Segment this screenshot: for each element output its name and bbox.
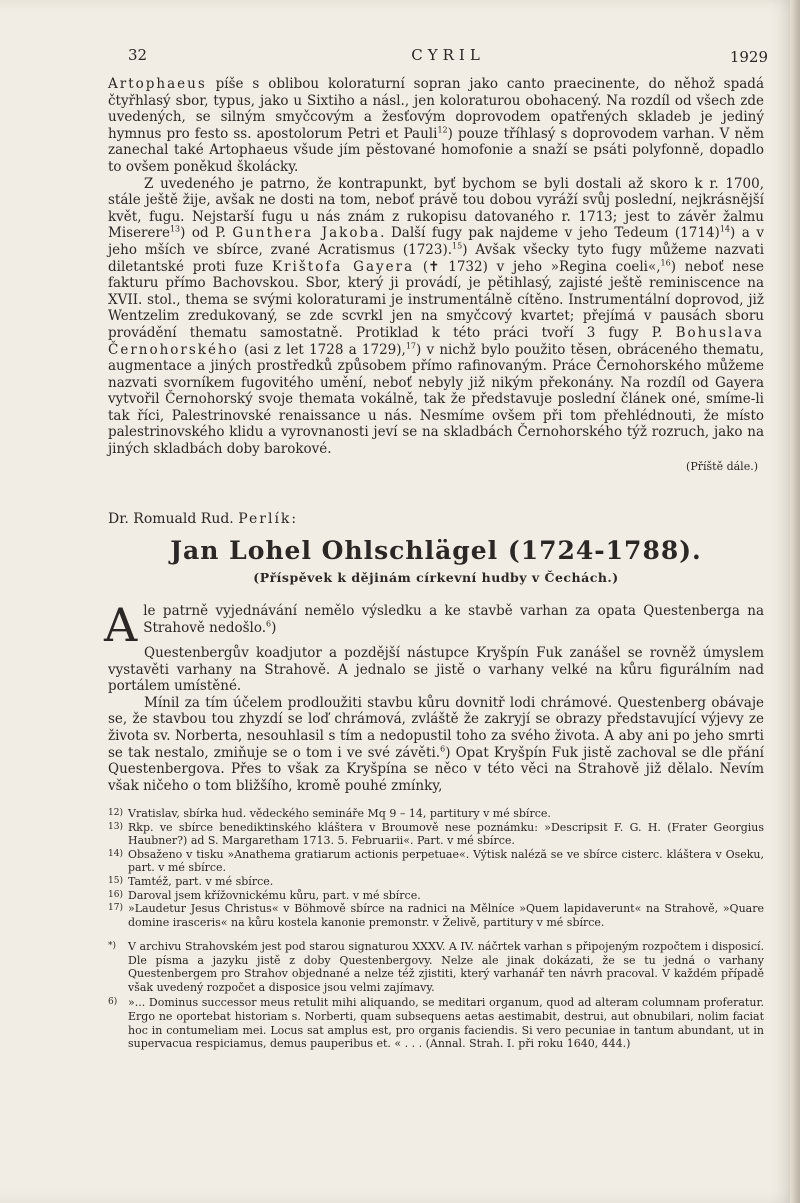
footnote-text: V archivu Strahovském jest pod starou signaturou XXXV. A IV. náčrtek varhan s připojeným rozpočtem i disposicí. Dle písma a jazyku jistě z doby Questenbergovy. Nelze ale jinak dokázati, že se tu jedná o varhany Questenbergem pro Strahov objednané a nelze též zjistiti, který varhanář ten návrh pracoval. V každém případě však uvedený rozpočet a disposice jsou velmi zajímavy.	[128, 940, 764, 994]
footnotes-2	[108, 940, 764, 1053]
footnote-text: Obsaženo v tisku »Anathema gratiarum actionis perpetuae«. Výtisk naléză se ve sbírce cisterc. kláštera v Oseku, part. v mé sbírce.	[128, 847, 764, 875]
footnote-text: Daroval jsem křížovnickému kůru, part. v mé sbírce.	[128, 888, 421, 902]
article1-paragraph-1: Artophaeus píše s oblibou koloraturní sopran jako canto praecinente, do něhož spadá čtyřhlasý sbor, typus, jako u Sixtiho a násl., jen koloraturou obohacený. Na rozdíl od všech zde uvedených, se silným smyčcovým a žesťovým doprovodem opatřených skladeb je jediný hymnus pro festo ss. apostolorum Petri et Pauli$^{12}$) pouze tříhlasý s doprovodem varhan. V něm zanechal také Artophaeus všude jím pěstované homofonie a snaží se psáti polyfonně, dopadlo to ovšem poněkud školácky.	[108, 76, 764, 175]
footnote-mark: 15)	[108, 875, 123, 886]
footnotes-1	[108, 807, 764, 929]
article2-paragraph-2: Questenbergův koadjutor a pozdější nástupce Kryšpín Fuk zanášel se rovněž úmyslem vystavěti varhany na Strahově. A jednalo se jistě o varhany velké na kůru figurálním nad portálem umístěné.	[108, 645, 764, 695]
continued-note: (Příště dále.)	[686, 459, 758, 473]
footnote-text: Tamtéž, part. v mé sbírce.	[128, 874, 274, 888]
header-year: 1929	[729, 48, 768, 66]
article1-body	[108, 76, 764, 475]
article-author: Dr. Romuald Rud. Perlík:	[108, 511, 297, 527]
footnote-text: »... Dominus successor meus retulit mihi aliquando, se meditari organum, quod ad alteram columnam proferatur. Ergo ne oportebat historiam s. Norberti, quam subsequens aetas aestimabit, destrui, aut obnubilari, nolim faciat hoc in contumeliam mei. Locus sat amplus est, pro organis faciendis. Si vero pecuniae in tantum abundant, ut in supervacua respiciamus, demus pauperibus et. « . . . (Annal. Strah. I. při roku 1640, 444.)	[128, 996, 764, 1051]
article2-paragraph-3: Mínil za tím účelem prodloužiti stavbu kůru dovnitř lodi chrámové. Questenberg obávaje se, že stavbou tou zhyzdí se loď chrámová, zvláště že zakryjí se obrazy představující výjevy ze života sv. Norberta, nesouhlasil s tím a nedopustil toho za svého života. A aby ani po jeho smrti se tak nestalo, zmiňuje se o tom i ve své závěti.$^6$) Opat Kryšpín Fuk jistě zachoval se dle přání Questenbergova. Přes to však za Kryšpína se něco v této věci na Strahově již dělalo. Nevím však ničeho o tom bližšího, kromě pouhé zmínky,	[108, 694, 764, 794]
drop-cap: A	[104, 598, 138, 652]
article1-paragraph-2: Z uvedeného je patrno, že kontrapunkt, byť bychom se byli dostali až skoro k r. 1700, stále ještě žije, avšak ne dosti na tom, neboť právě tou dobou vyráží svůj poslední, nejkrásnější květ, fugu. Nejstarší fugu u nás znám z rukopisu datovaného r. 1713; jest to závěr žalmu Miserere$^{13}$) od P. Gunthera Jakoba. Další fugy pak najdeme v jeho Tedeum $(1714)^{14}$) a v jeho mších ve sbírce, zvané Acratismus (1723).$^{15}$) Avšak všecky tyto fugy můžeme nazvati diletantské proti fuze Krištofa Gayera (✝ 1732) v jeho »Regina coeli«,$^{16}$) neboť nese fakturu přímo Bachovskou. Sbor, který ji provádí, je pětihlasý, zajisté ještě reminiscence na XVII. stol., thema se svými koloraturami je instrumentálně cítěno. Instrumentální doprovod, již Wentzelim zredukovaný, se zde scvrkl jen na smyčcový kvartet; přejímá v pausách sboru provádění thematu samostatně. Protiklad k této práci tvoří 3 fugy P. Bohuslava Černohorského (asi z let 1728 a 1729),$^{17}$) v nichž bylo použito těsen, obráceného thematu, augmentace a jiných prostředků způsobem přímo rafinovaným. Práce Černohorského můžeme nazvati svorníkem fugovitého umění, neboť nebyly již nikým překonány. Na rozdíl od Gayera vytvořil Černohorský svoje themata vokálně, tak že představuje poslední článek oné, smíme-li tak říci, Palestrinovské renaissance u nás. Nesmíme ovšem při tom přehlédnouti, že místo palestrinovského klidu a vyrovnanosti jeví se na skladbách Černohorského týž rozruch, jako na jiných skladbách doby barokové.	[108, 175, 765, 458]
footnote	[108, 940, 764, 994]
footnote-text: Vratislav, sbírka hud. vědeckého semináře Mq 9 – 14, partitury v mé sbírce.	[128, 807, 551, 820]
article-subtitle: (Příspěvek k dějinám církevní hudby v Čechách.)	[253, 570, 619, 585]
footnote-mark: 17)	[108, 903, 123, 914]
article2-body	[104, 598, 764, 794]
footnote-mark: 12)	[108, 808, 123, 818]
footnote	[108, 875, 764, 889]
footnote	[108, 889, 764, 903]
footnote	[108, 902, 764, 929]
footnote	[108, 848, 764, 875]
footnote-mark: 16)	[108, 889, 123, 900]
running-header	[128, 46, 768, 66]
page-number: 32	[128, 46, 148, 64]
footnote-mark: *)	[108, 941, 117, 951]
page-edge-shadow	[790, 0, 800, 1203]
article2-paragraph-1: Ale patrně vyjednávání nemělo výsledku a ke stavbě varhan za opata Questenberga na Strahově nedošlo.$^6$)	[104, 598, 764, 652]
footnote	[108, 807, 764, 821]
running-title: CYRIL	[411, 46, 485, 64]
article-title: Jan Lohel Ohlschlägel (1724-1788).	[170, 536, 702, 565]
footnote	[108, 821, 764, 848]
footnote-mark: 14)	[108, 848, 123, 859]
footnote-text: »Laudetur Jesus Christus« v Böhmově sbírce na radnici na Mělníce »Quem lapidaverunt« na Strahově, »Quare domine irasceris« na kůru kostela kanonie premonstr. v Želivě, partitury v mé sbírce.	[128, 902, 764, 929]
footnote	[108, 996, 764, 1050]
footnote-mark: 6)	[108, 997, 118, 1008]
footnote-text: Rkp. ve sbírce benediktinského kláštera v Broumově nese poznámku: »Descripsit F. G. H. (Frater Georgius Haubner?) ad S. Margaretham 1713. 5. Februarii«. Part. v mé sbírce.	[128, 820, 764, 848]
footnote-mark: 13)	[108, 821, 123, 832]
